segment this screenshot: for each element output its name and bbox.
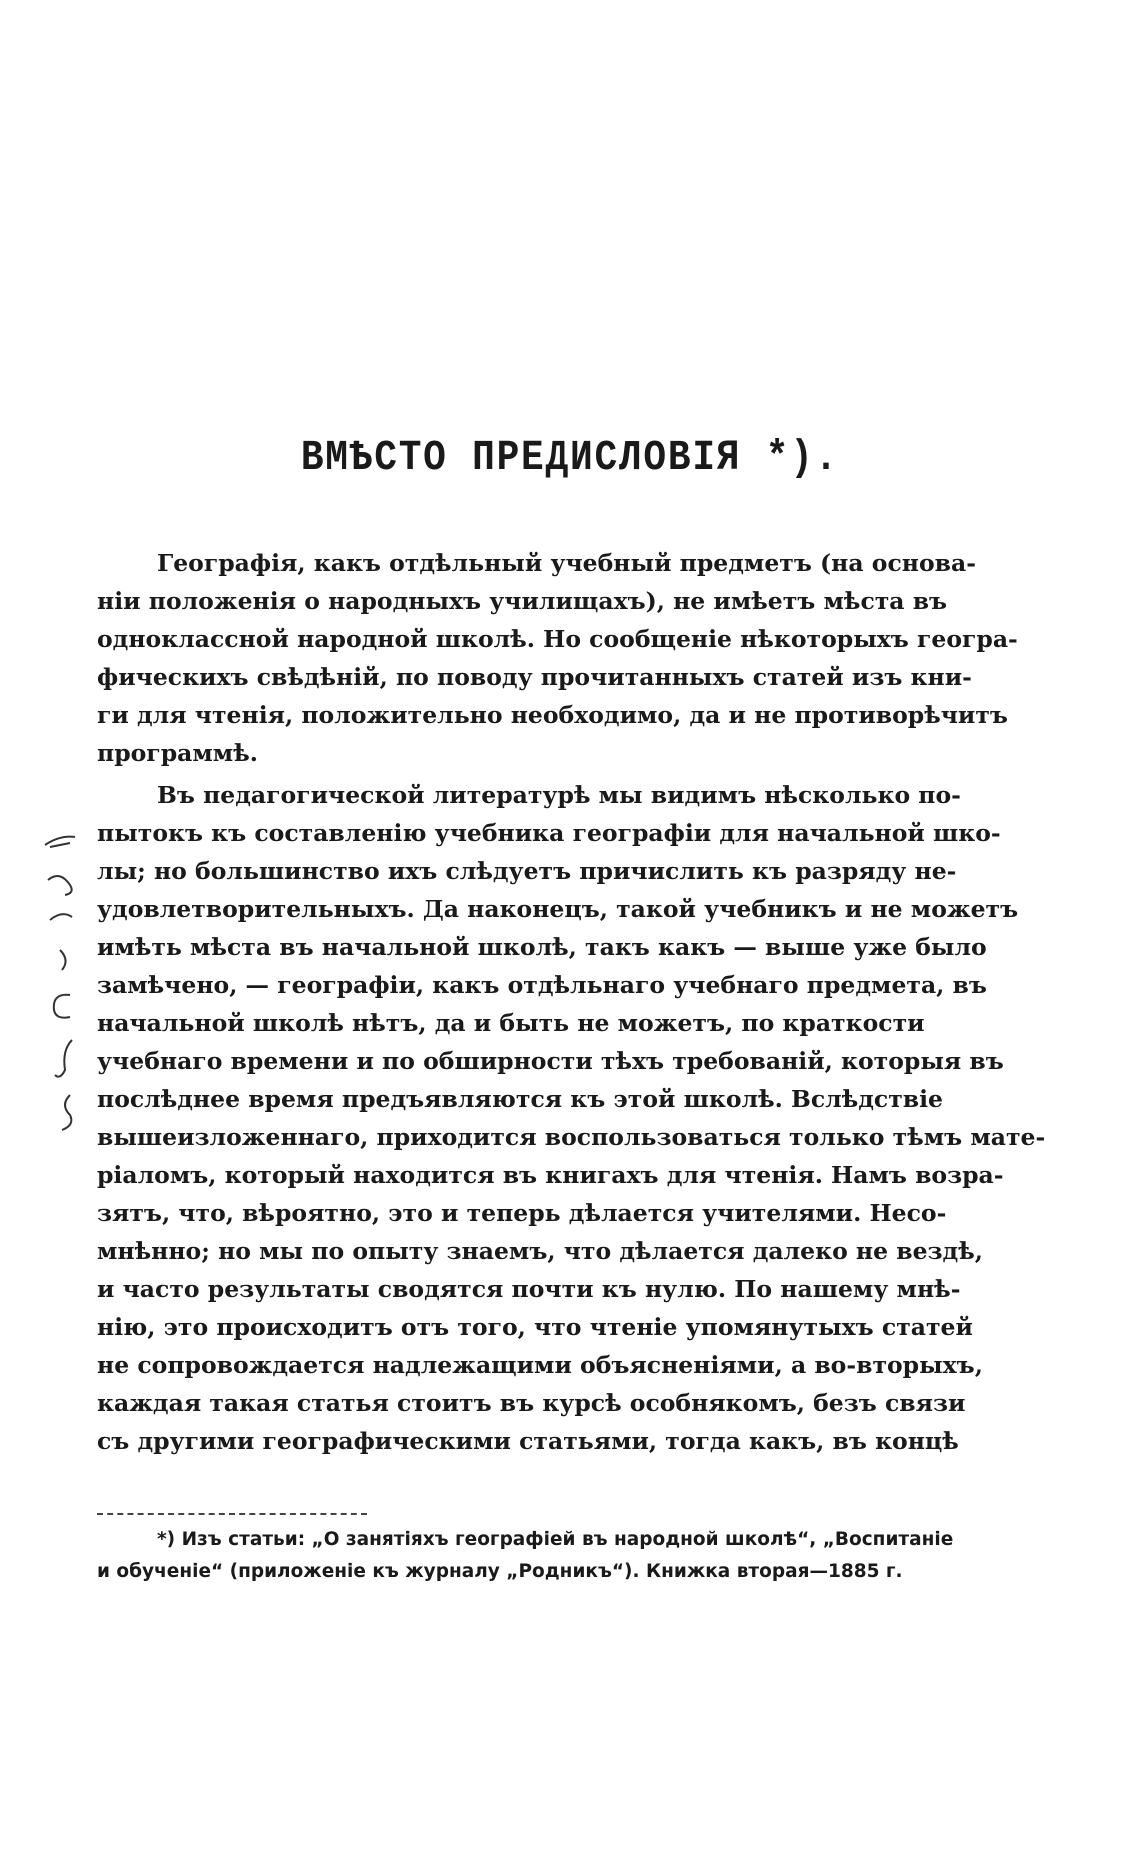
text-line: пытокъ къ составленію учебника географіи для начальной шко- <box>97 819 1001 847</box>
text-line: съ другими географическими статьями, тогда какъ, въ концѣ <box>97 1427 959 1455</box>
text-line: программѣ. <box>97 739 258 767</box>
text-line: зятъ, что, вѣроятно, это и теперь дѣлается учителями. Несо- <box>97 1199 947 1227</box>
text-line: начальной школѣ нѣтъ, да и быть не можетъ, по краткости <box>97 1009 925 1037</box>
text-line: ріаломъ, который находится въ книгахъ для чтенія. Намъ возра- <box>97 1161 1004 1189</box>
text-line: фическихъ свѣдѣній, по поводу прочитанныхъ статей изъ кни- <box>97 663 972 691</box>
text-line: замѣчено, — географіи, какъ отдѣльнаго учебнаго предмета, въ <box>97 971 987 999</box>
text-line: удовлетворительныхъ. Да наконецъ, такой учебникъ и не можетъ <box>97 895 1019 923</box>
footnote-line: *) Изъ статьи: „О занятіяхъ географіей въ народной школѣ“, „Воспитаніе <box>157 1529 954 1550</box>
margin-pencil-marks <box>40 825 90 1165</box>
text-line: учебнаго времени и по обширности тѣхъ требованій, которыя въ <box>97 1047 1004 1075</box>
text-line: Въ педагогической литературѣ мы видимъ нѣсколько по- <box>157 781 961 809</box>
text-line: послѣднее время предъявляются къ этой школѣ. Вслѣдствіе <box>97 1085 943 1113</box>
text-line: нію, это происходитъ отъ того, что чтеніе упомянутыхъ статей <box>97 1313 973 1341</box>
text-line: имѣть мѣста въ начальной школѣ, такъ какъ — выше уже было <box>97 933 987 961</box>
text-line: Географія, какъ отдѣльный учебный предметъ (на основа- <box>157 549 976 577</box>
text-line: лы; но большинство ихъ слѣдуетъ причислить къ разряду не- <box>97 857 957 885</box>
footnote-separator <box>97 1513 367 1515</box>
text-line: ніи положенія о народныхъ училищахъ), не имѣетъ мѣста въ <box>97 587 948 615</box>
text-line: мнѣнно; но мы по опыту знаемъ, что дѣлается далеко не вездѣ, <box>97 1237 983 1265</box>
text-line: каждая такая статья стоитъ въ курсѣ особнякомъ, безъ связи <box>97 1389 966 1417</box>
text-line: и часто результаты сводятся почти къ нулю. По нашему мнѣ- <box>97 1275 961 1303</box>
text-line: не сопровождается надлежащими объясненіями, а во-вторыхъ, <box>97 1351 983 1379</box>
page-title: ВМѢСТО ПРЕДИСЛОВІЯ *). <box>300 433 840 482</box>
text-line: ги для чтенія, положительно необходимо, да и не противорѣчитъ <box>97 701 1008 729</box>
text-line: одноклассной народной школѣ. Но сообщеніе нѣкоторыхъ геогра- <box>97 625 1018 653</box>
text-line: вышеизложеннаго, приходится воспользоваться только тѣмъ мате- <box>97 1123 1046 1151</box>
footnote-line: и обученіе“ (приложеніе къ журналу „Родникъ“). Книжка вторая—1885 г. <box>97 1561 903 1582</box>
